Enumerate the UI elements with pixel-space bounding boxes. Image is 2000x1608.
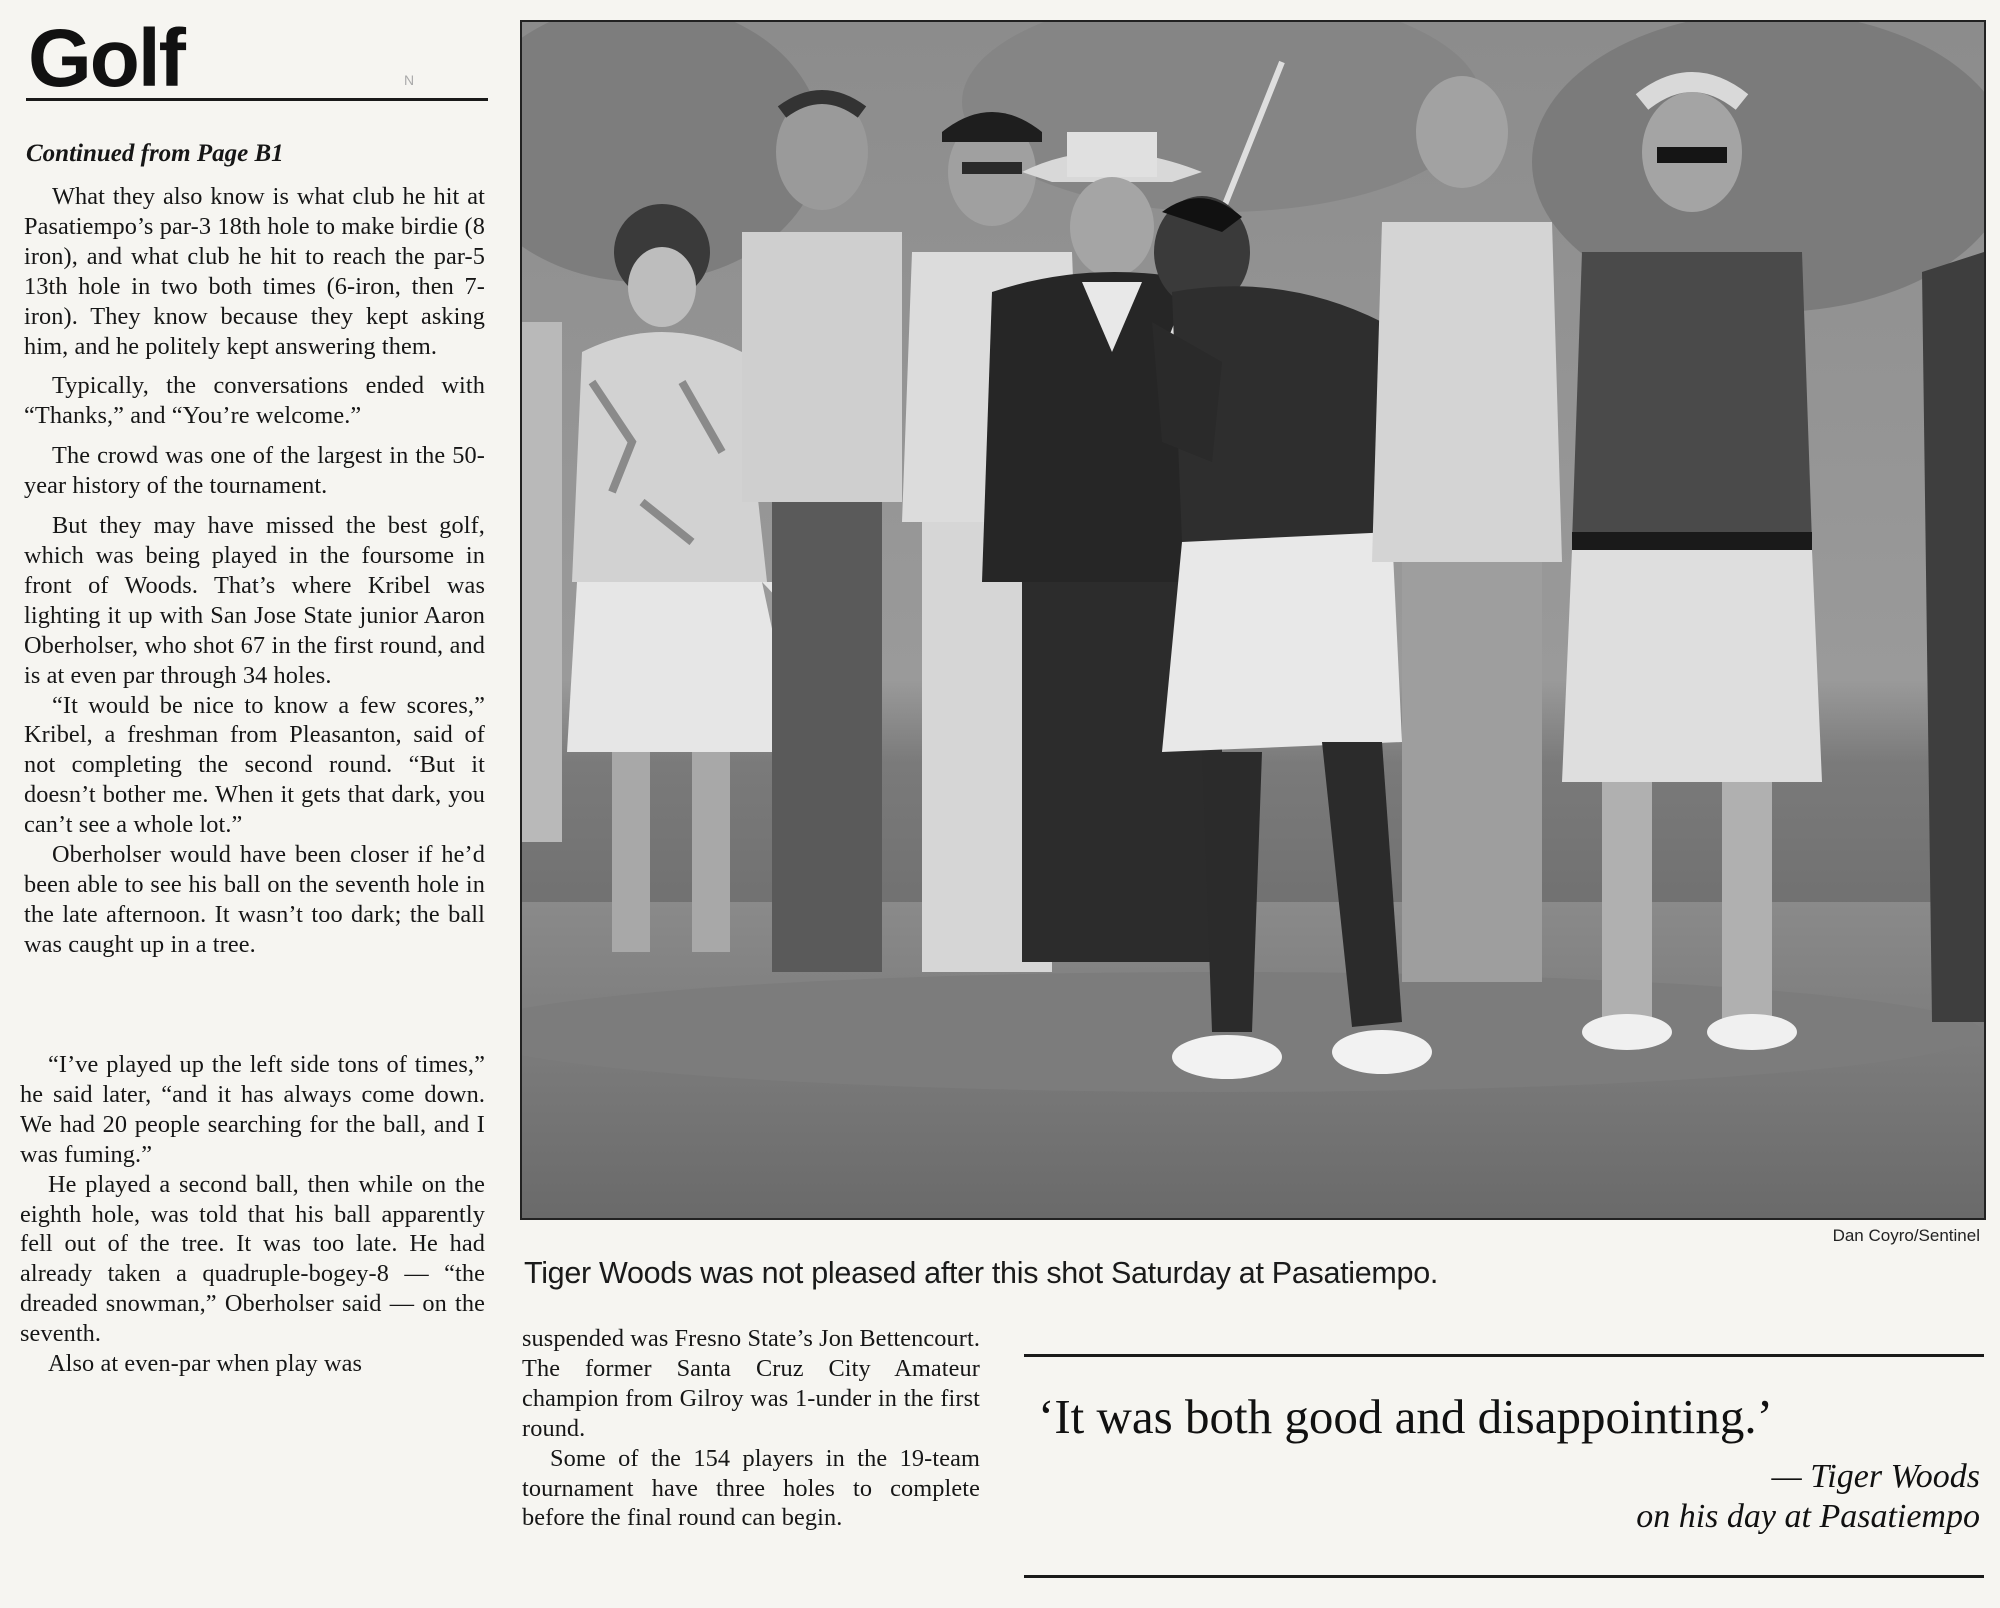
print-mark: N [404,72,415,88]
photo-credit: Dan Coyro/Sentinel [1832,1226,1980,1245]
paragraph: “It would be nice to know a few scores,” Kribel, a freshman from Pleasanton, said of not completing the second round. “But it doesn’t bother me. When it gets that dark, you can’t see a whole lot.” [24,691,485,839]
paragraph: Also at even-par when play was [48,1350,363,1378]
pull-quote-attribution [1636,1457,1980,1537]
paragraph: He played a second ball, then while on the eighth hole, was told that his ball apparently fell out of the tree. It was too late. He had already taken a quadruple-bogey-8 — “the dreaded snowman,” Oberholser said — on the seventh. [20,1170,485,1348]
section-header [26,13,488,104]
attribution-context: on his day at Pasatiempo [1636,1498,1980,1535]
pull-quote-text: ‘It was both good and disappointing.’ [1038,1389,1773,1444]
attribution-name: — Tiger Woods [1771,1458,1980,1495]
paragraph: Typically, the conversations ended with “Thanks,” and “You’re welcome.” [24,372,485,430]
section-title: Golf [28,13,184,104]
article-column-2 [522,1324,980,1533]
pull-quote [1024,1354,1984,1578]
paragraph: Some of the 154 players in the 19-team tournament have three holes to complete before the final round can begin. [522,1444,980,1532]
news-photo [520,20,1986,1220]
paragraph: suspended was Fresno State’s Jon Bettencourt. The former Santa Cruz City Amateur champion from Gilroy was 1-under in the first round. [522,1325,980,1442]
paragraph: Oberholser would have been closer if he’d been able to see his ball on the seventh hole in the late afternoon. It wasn’t too dark; the ball was caught up in a tree. [24,841,485,958]
photo-caption: Tiger Woods was not pleased after this shot Saturday at Pasatiempo. [524,1256,1439,1290]
paragraph: The crowd was one of the largest in the 50-year history of the tournament. [24,442,485,500]
golfer-with-gallery-photo [522,22,1984,1218]
paragraph: But they may have missed the best golf, which was being played in the foursome in front of Woods. That’s where Kribel was lighting it up with San Jose State junior Aaron Oberholser, who shot 67 in the first round, and is at even par through 34 holes. [24,512,485,689]
paragraph: What they also know is what club he hit at Pasatiempo’s par-3 18th hole to make birdie (8 iron), and what club he hit to reach the par-5 13th hole in two both times (6-iron, then 7-iron). They know because they kept asking him, and he politely kept answering them. [24,183,485,360]
article-column-1-upper [24,182,485,960]
paragraph: “I’ve played up the left side tons of times,” he said later, “and it has always come down. We had 20 people searching for the ball, and I was fuming.” [20,1051,485,1168]
continuation-line: Continued from Page B1 [26,140,284,167]
article-column-1-lower [20,1050,485,1379]
